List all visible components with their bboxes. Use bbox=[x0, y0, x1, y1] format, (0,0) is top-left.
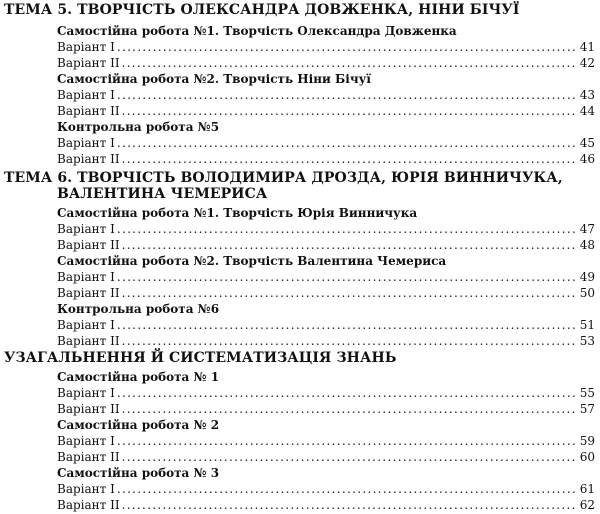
variant-label: Варіант ІІ bbox=[57, 238, 120, 252]
work-title: Самостійна робота № 3 bbox=[57, 466, 220, 480]
section-title: ТЕМА 5. ТВОРЧІСТЬ ОЛЕКСАНДРА ДОВЖЕНКА, НІНИ БІЧУЇ bbox=[4, 2, 520, 18]
dot-leader bbox=[117, 318, 578, 332]
work-title: Самостійна робота №2. Творчість Ніни Бічуї bbox=[57, 72, 371, 86]
toc-entry bbox=[57, 88, 595, 104]
dot-leader bbox=[117, 222, 578, 236]
variant-label: Варіант І bbox=[57, 270, 115, 284]
dot-leader bbox=[122, 334, 578, 348]
page-number: 42 bbox=[579, 56, 595, 70]
page-number: 49 bbox=[579, 270, 595, 284]
page-number: 50 bbox=[579, 286, 595, 300]
work-title: Самостійна робота №1. Творчість Олександра Довженка bbox=[57, 24, 457, 38]
toc-entry bbox=[57, 222, 595, 238]
toc-entry bbox=[57, 402, 595, 418]
dot-leader bbox=[122, 56, 578, 70]
variant-label: Варіант І bbox=[57, 434, 115, 448]
toc-entry bbox=[57, 40, 595, 56]
toc-entry bbox=[57, 56, 595, 72]
toc-entry bbox=[57, 318, 595, 334]
page-number: 41 bbox=[579, 40, 595, 54]
page-number: 45 bbox=[579, 136, 595, 150]
page-number: 48 bbox=[579, 238, 595, 252]
variant-label: Варіант І bbox=[57, 318, 115, 332]
dot-leader bbox=[117, 270, 578, 284]
page-number: 44 bbox=[579, 104, 595, 118]
toc-entry bbox=[57, 136, 595, 152]
page-number: 51 bbox=[579, 318, 595, 332]
dot-leader bbox=[117, 386, 578, 400]
variant-label: Варіант ІІ bbox=[57, 334, 120, 348]
dot-leader bbox=[122, 498, 578, 512]
variant-label: Варіант І bbox=[57, 386, 115, 400]
variant-label: Варіант ІІ bbox=[57, 402, 120, 416]
variant-label: Варіант І bbox=[57, 88, 115, 102]
page-number: 53 bbox=[579, 334, 595, 348]
page-number: 60 bbox=[579, 450, 595, 464]
section-title: ТЕМА 6. ТВОРЧІСТЬ ВОЛОДИМИРА ДРОЗДА, ЮРІЯ ВИННИЧУКА, bbox=[4, 170, 563, 186]
section-title-continued: ВАЛЕНТИНА ЧЕМЕРИСА bbox=[57, 186, 268, 202]
work-title: Самостійна робота № 2 bbox=[57, 418, 220, 432]
page-number: 43 bbox=[579, 88, 595, 102]
dot-leader bbox=[122, 238, 578, 252]
page-number: 55 bbox=[579, 386, 595, 400]
variant-label: Варіант ІІ bbox=[57, 286, 120, 300]
toc-entry bbox=[57, 498, 595, 514]
variant-label: Варіант І bbox=[57, 136, 115, 150]
variant-label: Варіант ІІ bbox=[57, 498, 120, 512]
variant-label: Варіант ІІ bbox=[57, 104, 120, 118]
work-title: Самостійна робота № 1 bbox=[57, 370, 220, 384]
page-number: 46 bbox=[579, 152, 595, 166]
toc-entry bbox=[57, 270, 595, 286]
dot-leader bbox=[122, 286, 578, 300]
work-title: Контрольна робота №5 bbox=[57, 120, 220, 134]
page-number: 62 bbox=[579, 498, 595, 512]
dot-leader bbox=[117, 136, 578, 150]
dot-leader bbox=[117, 482, 578, 496]
variant-label: Варіант ІІ bbox=[57, 450, 120, 464]
page-number: 59 bbox=[579, 434, 595, 448]
section-title: УЗАГАЛЬНЕННЯ Й СИСТЕМАТИЗАЦІЯ ЗНАНЬ bbox=[4, 350, 397, 366]
page-number: 47 bbox=[579, 222, 595, 236]
toc-entry bbox=[57, 334, 595, 350]
page-number: 57 bbox=[579, 402, 595, 416]
toc-entry bbox=[57, 482, 595, 498]
toc-entry bbox=[57, 238, 595, 254]
dot-leader bbox=[117, 434, 578, 448]
dot-leader bbox=[117, 88, 578, 102]
toc-entry bbox=[57, 152, 595, 168]
page-number: 61 bbox=[579, 482, 595, 496]
variant-label: Варіант І bbox=[57, 222, 115, 236]
work-title: Самостійна робота №2. Творчість Валентина Чемериса bbox=[57, 254, 447, 268]
variant-label: Варіант І bbox=[57, 40, 115, 54]
dot-leader bbox=[122, 152, 578, 166]
toc-entry bbox=[57, 104, 595, 120]
work-title: Самостійна робота №1. Творчість Юрія Винничука bbox=[57, 206, 418, 220]
dot-leader bbox=[122, 450, 578, 464]
toc-entry bbox=[57, 386, 595, 402]
toc-entry bbox=[57, 434, 595, 450]
toc-entry bbox=[57, 286, 595, 302]
dot-leader bbox=[122, 402, 578, 416]
dot-leader bbox=[117, 40, 578, 54]
variant-label: Варіант ІІ bbox=[57, 56, 120, 70]
variant-label: Варіант І bbox=[57, 482, 115, 496]
work-title: Контрольна робота №6 bbox=[57, 302, 220, 316]
dot-leader bbox=[122, 104, 578, 118]
toc-entry bbox=[57, 450, 595, 466]
variant-label: Варіант ІІ bbox=[57, 152, 120, 166]
